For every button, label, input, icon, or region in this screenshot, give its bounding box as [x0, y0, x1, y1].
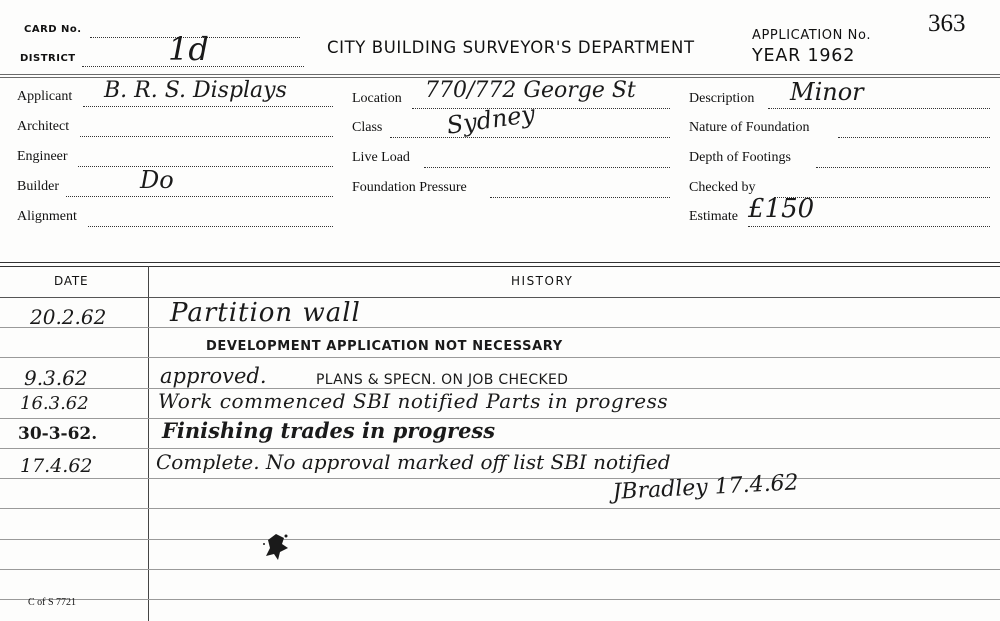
description-line — [768, 108, 990, 109]
nature-of-foundation-line — [838, 137, 990, 138]
alignment-label: Alignment — [17, 209, 77, 224]
engineer-label: Engineer — [17, 149, 68, 164]
row-4-date: 16.3.62 — [20, 393, 89, 414]
row-6-date: 17.4.62 — [20, 455, 93, 477]
alignment-line — [88, 226, 333, 227]
application-no-value: 363 — [928, 10, 966, 37]
row-5-date: 30-3-62. — [18, 424, 98, 444]
live-load-label: Live Load — [352, 150, 410, 165]
header-rule-1 — [0, 74, 1000, 75]
form-code: C of S 7721 — [28, 597, 77, 608]
location-line — [412, 108, 670, 109]
foundation-pressure-label: Foundation Pressure — [352, 180, 467, 195]
district-value: 1d — [168, 30, 209, 68]
checked-by-label: Checked by — [689, 180, 756, 195]
class-line — [390, 137, 670, 138]
row-1-date: 20.2.62 — [30, 305, 107, 329]
applicant-value: B. R. S. Displays — [104, 78, 287, 103]
applicant-line — [83, 106, 333, 107]
row-6-entry: Complete. No approval marked off list SBI notified — [156, 450, 671, 474]
table-ruled-line — [0, 599, 1000, 600]
ink-blot-icon — [262, 530, 294, 564]
row-2-stamp: DEVELOPMENT APPLICATION NOT NECESSARY — [206, 339, 563, 354]
builder-line — [66, 196, 333, 197]
applicant-label: Applicant — [17, 89, 73, 104]
row-3-date: 9.3.62 — [24, 366, 88, 390]
year-label: YEAR 1962 — [752, 46, 856, 66]
location-value: 770/772 George St — [425, 78, 636, 103]
class-value: Sydney — [445, 99, 537, 140]
application-no-label: APPLICATION No. — [752, 28, 872, 43]
foundation-pressure-line — [490, 197, 670, 198]
estimate-line — [748, 226, 990, 227]
table-column-divider — [148, 266, 149, 621]
district-label: DISTRICT — [20, 53, 76, 64]
table-ruled-line — [0, 418, 1000, 419]
engineer-line — [78, 166, 333, 167]
estimate-value: £150 — [748, 194, 815, 224]
row-4-entry: Work commenced SBI notified Parts in progress — [158, 389, 669, 413]
table-ruled-line — [0, 327, 1000, 328]
row-3-entry: approved. — [160, 364, 267, 388]
table-ruled-line — [0, 357, 1000, 358]
department-title: CITY BUILDING SURVEYOR'S DEPARTMENT — [327, 38, 695, 57]
depth-of-footings-label: Depth of Footings — [689, 150, 791, 165]
date-column-header: DATE — [54, 274, 89, 288]
estimate-label: Estimate — [689, 209, 738, 224]
card-no-label: CARD No. — [24, 24, 82, 35]
history-column-header: HISTORY — [511, 274, 574, 288]
table-ruled-line — [0, 448, 1000, 449]
table-ruled-line — [0, 508, 1000, 509]
table-ruled-line — [0, 569, 1000, 570]
depth-of-footings-line — [816, 167, 990, 168]
table-ruled-line — [0, 297, 1000, 298]
table-ruled-line — [0, 539, 1000, 540]
architect-line — [80, 136, 333, 137]
table-ruled-line — [0, 478, 1000, 479]
table-top-rule-2 — [0, 266, 1000, 267]
description-value: Minor — [790, 78, 864, 106]
builder-value: Do — [140, 166, 174, 194]
row-5-entry: Finishing trades in progress — [162, 418, 496, 443]
description-label: Description — [689, 91, 755, 106]
table-top-rule-1 — [0, 262, 1000, 263]
live-load-line — [424, 167, 670, 168]
class-label: Class — [352, 120, 383, 135]
signature-entry: JBradley 17.4.62 — [612, 470, 800, 505]
row-3-stamp: PLANS & SPECN. ON JOB CHECKED — [316, 372, 569, 388]
nature-of-foundation-label: Nature of Foundation — [689, 120, 810, 135]
builder-label: Builder — [17, 179, 59, 194]
architect-label: Architect — [17, 119, 70, 134]
row-1-entry: Partition wall — [170, 298, 361, 328]
location-label: Location — [352, 91, 402, 106]
